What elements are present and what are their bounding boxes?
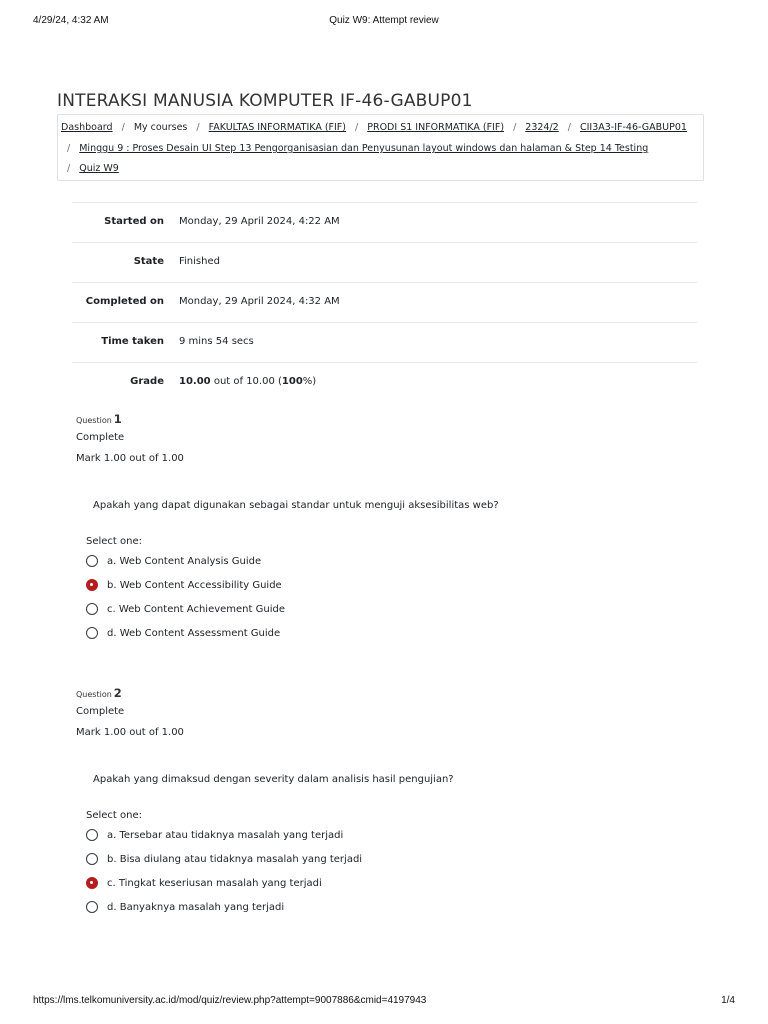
answer-option-label: c. Web Content Achievement Guide [107,604,285,615]
breadcrumb-separator: / [567,122,571,133]
question-number-value: 1 [113,412,122,426]
breadcrumb-program[interactable]: PRODI S1 INFORMATIKA (FIF) [367,122,505,133]
question-text: Apakah yang dimaksud dengan severity dalam analisis hasil pengujian? [93,774,454,785]
breadcrumb-separator: / [513,122,517,133]
question-prefix: Question [76,416,112,425]
breadcrumb [57,114,704,181]
question-number [76,686,122,700]
summary-label: Started on [104,216,164,227]
question-info [76,412,184,464]
answer-option-label: d. Web Content Assessment Guide [107,628,281,639]
summary-row-state [72,243,697,283]
radio-button-selected[interactable] [86,877,98,889]
answer-option-label: d. Banyaknya masalah yang terjadi [107,902,285,913]
summary-label: Time taken [101,336,164,347]
summary-value: Monday, 29 April 2024, 4:22 AM [179,216,340,227]
summary-label: State [133,256,164,267]
breadcrumb-term[interactable]: 2324/2 [525,122,559,133]
select-one-label: Select one: [86,810,143,821]
attempt-summary-table [72,202,697,402]
summary-row-completed [72,283,697,323]
breadcrumb-separator: / [67,163,71,174]
answer-option-label: c. Tingkat keseriusan masalah yang terjadi [107,878,322,889]
breadcrumb-dashboard[interactable]: Dashboard [61,122,113,133]
radio-button[interactable] [86,603,98,615]
print-page-number: 1/4 [721,995,735,1006]
answer-option-label: a. Tersebar atau tidaknya masalah yang terjadi [107,830,344,841]
answer-option-label: b. Web Content Accessibility Guide [107,580,282,591]
grade-percent: 100 [281,376,303,387]
radio-button[interactable] [86,627,98,639]
question-state: Complete [76,432,125,443]
question-prefix: Question [76,690,112,699]
print-header [33,15,735,31]
radio-button[interactable] [86,555,98,567]
breadcrumb-separator: / [67,143,71,154]
breadcrumb-separator: / [196,122,200,133]
breadcrumb-my-courses: My courses [133,122,188,133]
breadcrumb-faculty[interactable]: FAKULTAS INFORMATIKA (FIF) [208,122,346,133]
grade-value [179,376,316,387]
breadcrumb-separator: / [121,122,125,133]
print-date: 4/29/24, 4:32 AM [33,15,109,26]
print-page-title: Quiz W9: Attempt review [329,15,439,26]
summary-row-grade [72,363,697,402]
summary-value: Monday, 29 April 2024, 4:32 AM [179,296,340,307]
question-info [76,686,184,738]
question-number-value: 2 [113,686,122,700]
radio-button[interactable] [86,901,98,913]
grade-suffix: %) [302,376,317,387]
summary-value: Finished [179,256,220,267]
summary-row-time-taken [72,323,697,363]
summary-label: Completed on [85,296,164,307]
breadcrumb-separator: / [355,122,359,133]
summary-row-started [72,203,697,243]
print-footer [33,995,735,1011]
radio-button[interactable] [86,853,98,865]
answer-option-label: b. Bisa diulang atau tidaknya masalah yang terjadi [107,854,363,865]
grade-out-of: out of 10.00 ( [210,376,282,387]
breadcrumb-quiz[interactable]: Quiz W9 [79,163,119,174]
question-mark: Mark 1.00 out of 1.00 [76,453,184,464]
summary-label: Grade [130,376,164,387]
radio-button[interactable] [86,829,98,841]
question-mark: Mark 1.00 out of 1.00 [76,727,184,738]
summary-value: 9 mins 54 secs [179,336,254,347]
breadcrumb-course[interactable]: CII3A3-IF-46-GABUP01 [579,122,687,133]
answer-option-label: a. Web Content Analysis Guide [107,556,262,567]
question-state: Complete [76,706,125,717]
select-one-label: Select one: [86,536,143,547]
grade-score: 10.00 [179,376,211,387]
breadcrumb-section[interactable]: Minggu 9 : Proses Desain UI Step 13 Pengorganisasian dan Penyusunan layout windows dan halaman & Step 14 Testing [79,143,649,154]
question-number [76,412,122,426]
radio-button-selected[interactable] [86,579,98,591]
course-title: INTERAKSI MANUSIA KOMPUTER IF-46-GABUP01 [57,91,473,111]
question-text: Apakah yang dapat digunakan sebagai standar untuk menguji aksesibilitas web? [93,500,499,511]
print-url: https://lms.telkomuniversity.ac.id/mod/quiz/review.php?attempt=9007886&cmid=4197943 [33,995,427,1006]
